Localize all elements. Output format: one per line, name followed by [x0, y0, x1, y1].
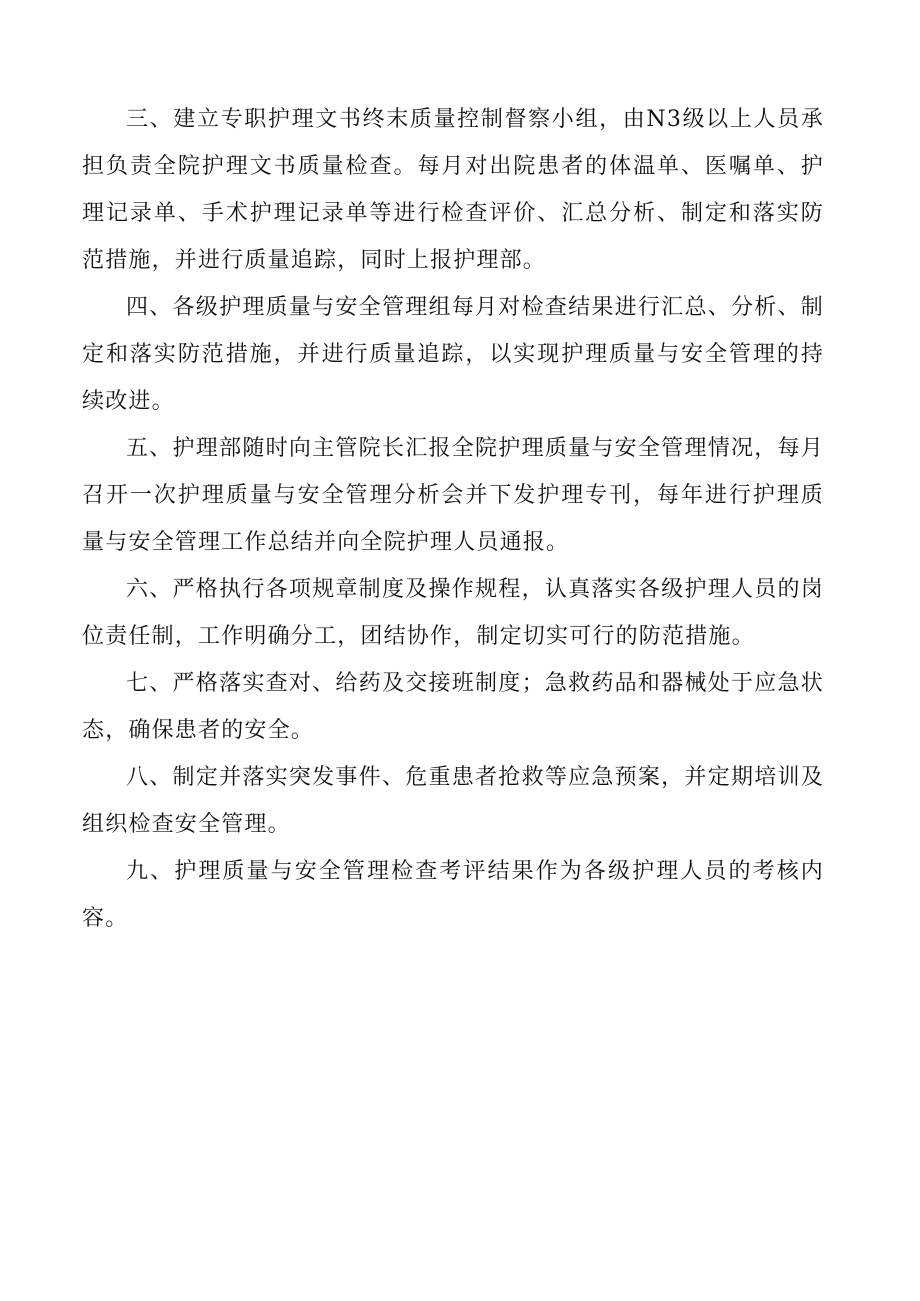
- paragraph-7: 七、严格落实查对、给药及交接班制度；急救药品和器械处于应急状态，确保患者的安全。: [82, 671, 824, 743]
- paragraph-5: 五、护理部随时向主管院长汇报全院护理质量与安全管理情况，每月召开一次护理质量与安全管理分析会并下发护理专刊，每年进行护理质量与安全管理工作总结并向全院护理人员通报。: [82, 436, 824, 555]
- paragraph-9: 九、护理质量与安全管理检查考评结果作为各级护理人员的考核内容。: [82, 859, 824, 931]
- paragraph-8: 八、制定并落实突发事件、危重患者抢救等应急预案，并定期培训及组织检查安全管理。: [82, 765, 824, 837]
- paragraph-4: 四、各级护理质量与安全管理组每月对检查结果进行汇总、分析、制定和落实防范措施，并进行质量追踪，以实现护理质量与安全管理的持续改进。: [82, 295, 824, 414]
- paragraph-3: 三、建立专职护理文书终末质量控制督察小组，由N3级以上人员承担负责全院护理文书质量检查。每月对出院患者的体温单、医嘱单、护理记录单、手术护理记录单等进行检查评价、汇总分析、制定和落实防范措施，并进行质量追踪，同时上报护理部。: [82, 107, 824, 273]
- paragraph-6: 六、严格执行各项规章制度及操作规程，认真落实各级护理人员的岗位责任制，工作明确分工，团结协作，制定切实可行的防范措施。: [82, 577, 824, 649]
- document-body: [82, 96, 824, 942]
